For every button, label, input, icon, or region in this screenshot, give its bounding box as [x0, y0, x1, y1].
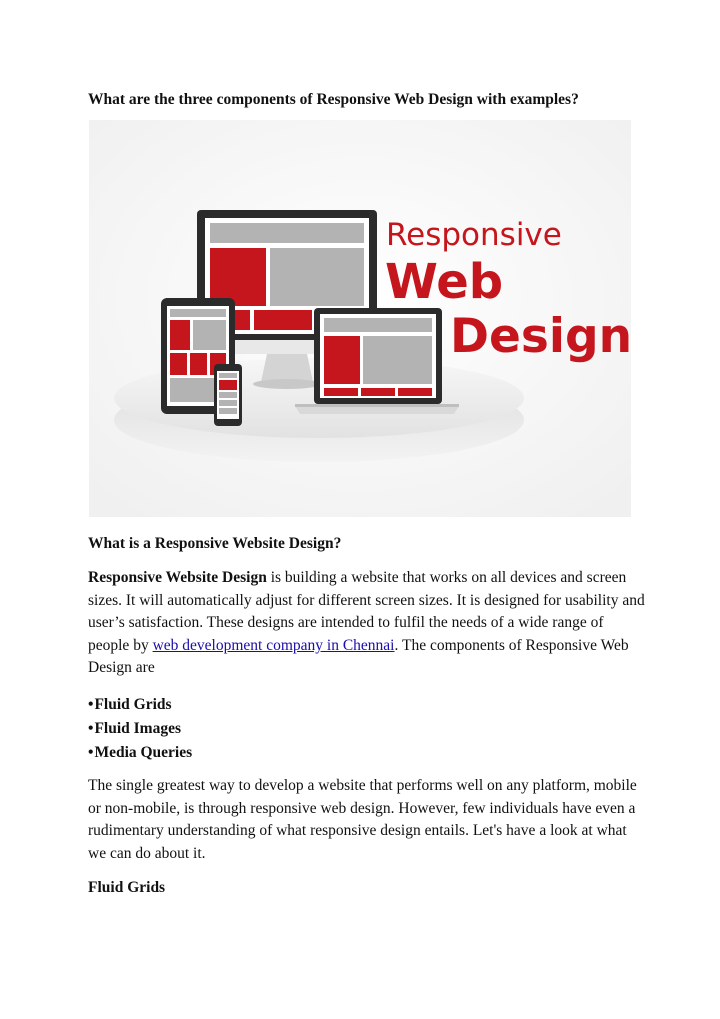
laptop-icon: [295, 308, 459, 414]
logo-word-design: Design: [450, 309, 631, 364]
section-heading-fluid-grids: Fluid Grids: [88, 879, 166, 896]
list-item: •Media Queries: [88, 744, 193, 761]
intro-text-1: is building a website that works on all devices and screen sizes. It will automatically adjust for different screen sizes. It is designed for usability and user’s satisfaction. These designs are intended to fulfil the needs of a wide range of people by: [88, 569, 645, 654]
intro-text-2: . The components of Responsive Web Design are: [88, 636, 629, 677]
intro-paragraph: [88, 567, 648, 680]
bullet-icon: •: [88, 696, 94, 713]
intro-bold-term: Responsive Website Design: [88, 569, 267, 586]
responsive-web-design-illustration: [89, 120, 631, 517]
section-heading-what-is: What is a Responsive Website Design?: [88, 535, 342, 552]
body-paragraph: The single greatest way to develop a website that performs well on any platform, mobile or non-mobile, is through responsive web design. However, few individuals have even a rudimentary understanding of what responsive design entails. Let's have a look at what we can do about it.: [88, 777, 637, 862]
logo-word-web: Web: [385, 254, 504, 310]
logo-word-responsive: Responsive: [386, 217, 562, 253]
components-list: [88, 693, 192, 765]
list-item: •Fluid Grids: [88, 696, 172, 713]
bullet-icon: •: [88, 744, 94, 761]
bullet-icon: •: [88, 720, 94, 737]
web-development-company-link[interactable]: web development company in Chennai: [152, 636, 395, 654]
smartphone-icon: [214, 364, 242, 426]
page-title: What are the three components of Responsive Web Design with examples?: [88, 91, 579, 108]
list-item: •Fluid Images: [88, 720, 181, 737]
